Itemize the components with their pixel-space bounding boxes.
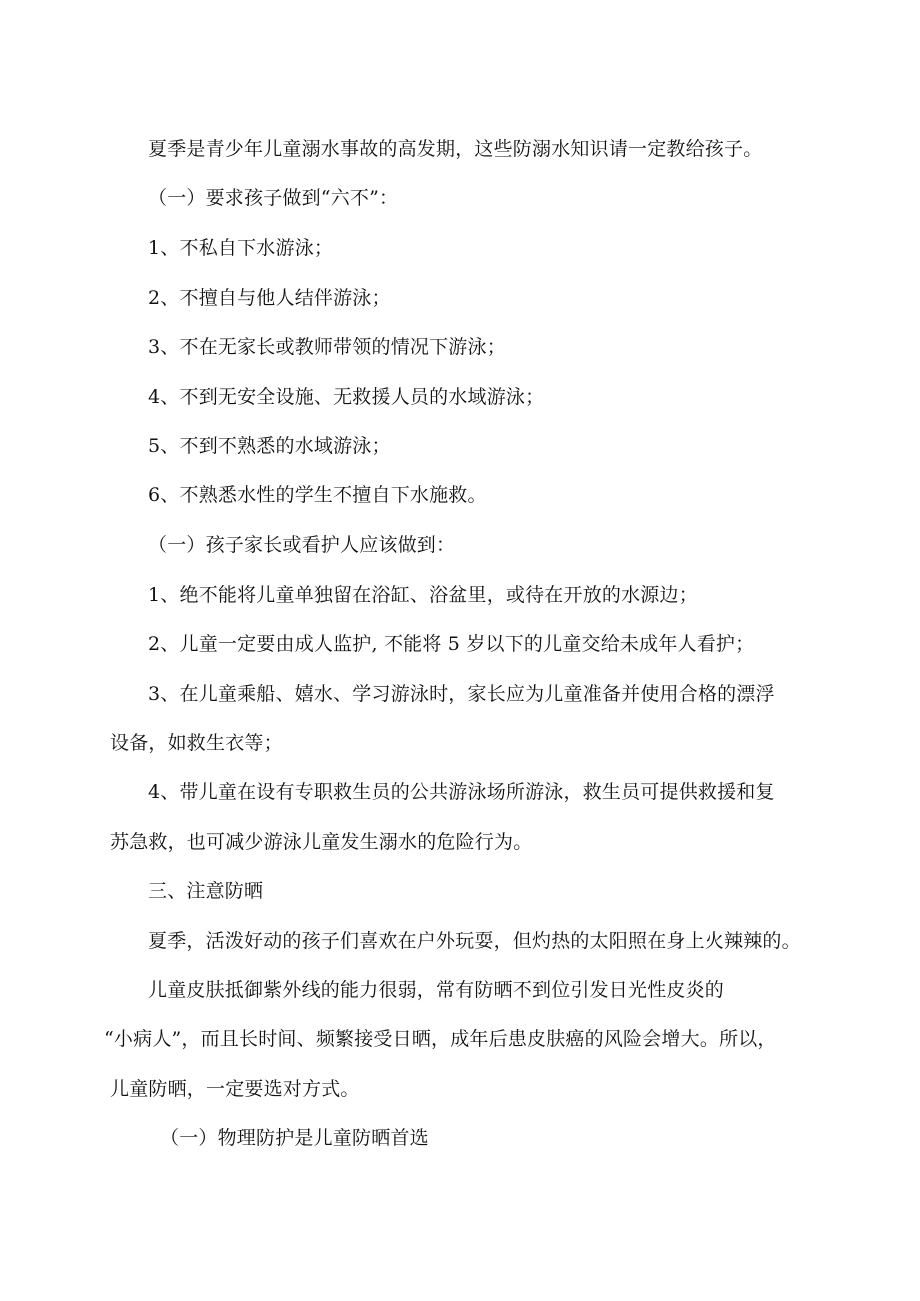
list-item: 1、绝不能将儿童单独留在浴缸、浴盆里，或待在开放的水源边； <box>148 584 698 606</box>
paragraph-line: “小病人”，而且长时间、频繁接受日晒，成年后患皮肤癌的风险会增大。所以， <box>104 1028 777 1050</box>
paragraph-line: 儿童防晒，一定要选对方式。 <box>110 1078 360 1100</box>
list-item: 6、不熟悉水性的学生不擅自下水施救。 <box>148 484 487 506</box>
list-item: 2、不擅自与他人结伴游泳； <box>148 287 391 309</box>
list-item-continuation: 设备，如救生衣等； <box>110 732 283 754</box>
list-item: 4、带儿童在设有专职救生员的公共游泳场所游泳，救生员可提供救援和复 <box>148 781 775 803</box>
list-item: 5、不到不熟悉的水域游泳； <box>148 435 391 457</box>
intro-paragraph: 夏季是青少年儿童溺水事故的高发期，这些防溺水知识请一定教给孩子。 <box>148 138 763 160</box>
section-heading-sun-protection: 三、注意防晒 <box>148 880 264 902</box>
section-heading-six-nots: （一）要求孩子做到“六不”： <box>148 187 399 209</box>
list-item: 4、不到无安全设施、无救援人员的水域游泳； <box>148 386 545 408</box>
list-item: 2、儿童一定要由成人监护, 不能将 5 岁以下的儿童交给未成年人看护； <box>148 633 755 655</box>
list-item-continuation: 苏急救，也可减少游泳儿童发生溺水的危险行为。 <box>110 831 533 853</box>
list-item: 3、不在无家长或教师带领的情况下游泳； <box>148 336 506 358</box>
list-item: 3、在儿童乘船、嬉水、学习游泳时，家长应为儿童准备并使用合格的漂浮 <box>148 683 775 705</box>
paragraph-line: 儿童皮肤抵御紫外线的能力很弱，常有防晒不到位引发日光性皮炎的 <box>148 979 725 1001</box>
paragraph-line: 夏季，活泼好动的孩子们喜欢在户外玩耍，但灼热的太阳照在身上火辣辣的。 <box>148 930 801 952</box>
section-heading-guardians: （一）孩子家长或看护人应该做到： <box>148 534 456 556</box>
subsection-heading-physical-protection: （一）物理防护是儿童防晒首选 <box>160 1127 429 1149</box>
list-item: 1、不私自下水游泳； <box>148 237 334 259</box>
